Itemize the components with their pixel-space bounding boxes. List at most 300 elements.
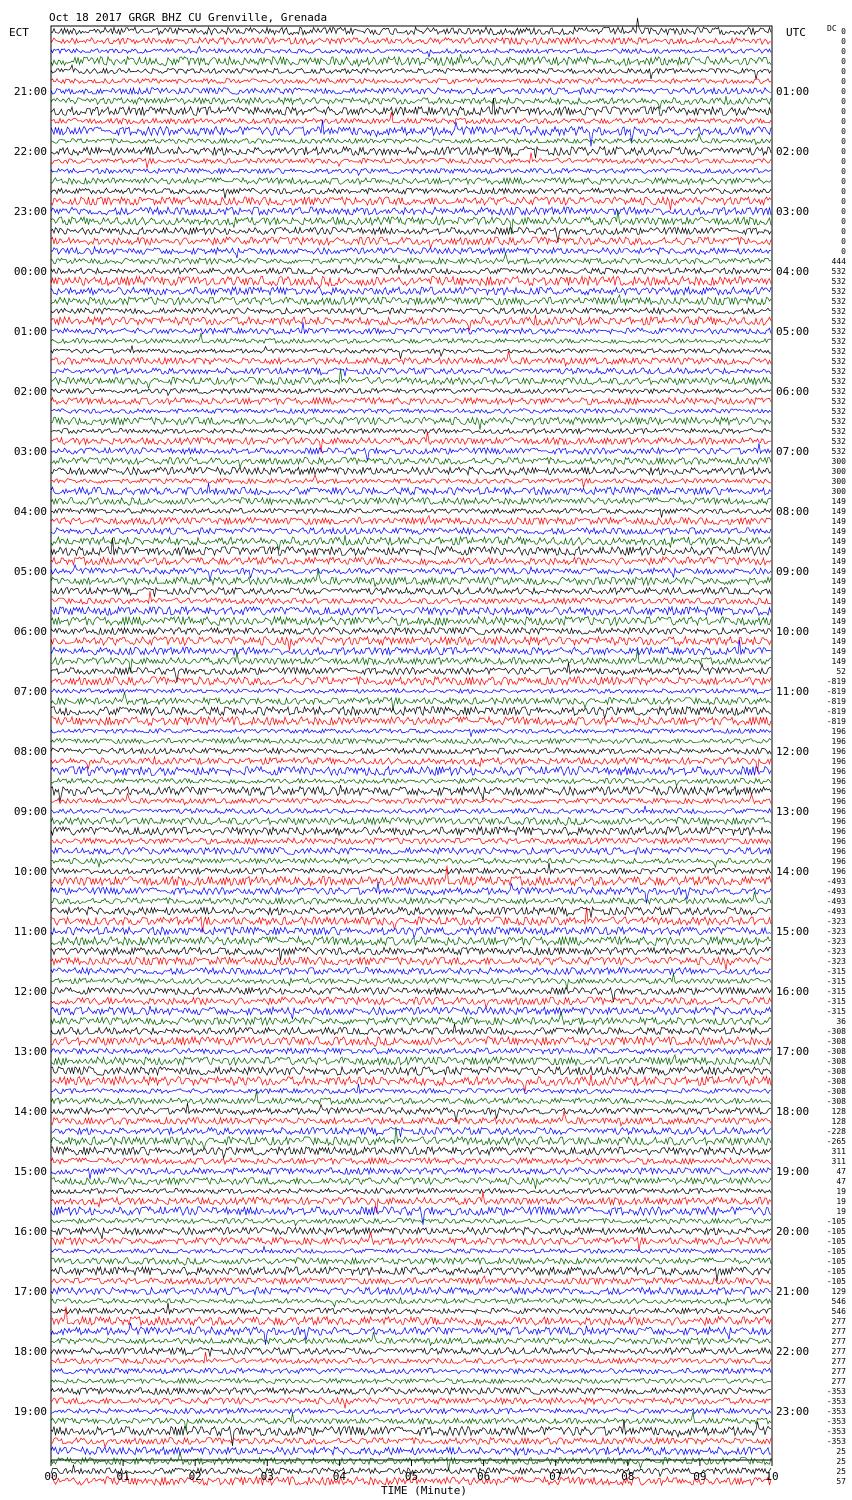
- trace-line: [51, 1267, 771, 1281]
- x-tick-label: 09: [693, 1470, 707, 1483]
- right-hour-label: 03:00: [776, 205, 810, 218]
- dc-offset-label: 149: [831, 577, 846, 586]
- trace-line: [51, 607, 771, 616]
- x-axis-label: TIME (Minute): [380, 1484, 468, 1497]
- dc-offset-label: 277: [831, 1327, 846, 1336]
- dc-offset-label: 300: [831, 477, 846, 486]
- trace-line: [51, 707, 771, 719]
- right-hour-label: 15:00: [776, 925, 810, 938]
- trace-line: [51, 1408, 771, 1413]
- right-hour-label: 21:00: [776, 1285, 810, 1298]
- dc-offset-label: 0: [841, 197, 846, 206]
- trace-line: [51, 333, 771, 344]
- dc-offset-label: 532: [831, 267, 846, 276]
- trace-line: [51, 78, 771, 84]
- dc-offset-label: 149: [831, 607, 846, 616]
- trace-line: [51, 588, 771, 597]
- trace-line: [51, 47, 771, 58]
- dc-offset-label: 0: [841, 157, 846, 166]
- right-hour-label: 08:00: [776, 505, 810, 518]
- left-hour-label: 12:00: [13, 985, 47, 998]
- trace-line: [51, 565, 771, 582]
- dc-offset-label: -105: [826, 1267, 846, 1276]
- dc-offset-label: 0: [841, 37, 846, 46]
- dc-offset-label: -308: [826, 1067, 846, 1076]
- trace-line: [51, 1219, 771, 1226]
- x-tick-label: 07: [549, 1470, 563, 1483]
- x-tick-label: 10: [765, 1470, 779, 1483]
- dc-offset-label: 277: [831, 1357, 846, 1366]
- trace-line: [51, 748, 771, 754]
- left-hour-label: 13:00: [13, 1045, 47, 1058]
- trace-line: [51, 628, 771, 635]
- dc-offset-label: 128: [831, 1107, 846, 1116]
- dc-offset-label: -228: [826, 1127, 846, 1136]
- dc-offset-label: -353: [826, 1417, 846, 1426]
- dc-offset-label: -819: [826, 687, 846, 696]
- trace-line: [51, 767, 771, 776]
- dc-offset-label: 149: [831, 587, 846, 596]
- dc-offset-label: 0: [841, 107, 846, 116]
- dc-offset-label: 0: [841, 27, 846, 36]
- dc-offset-label: 532: [831, 337, 846, 346]
- dc-offset-label: -819: [826, 677, 846, 686]
- trace-line: [51, 1067, 771, 1076]
- left-hour-label: 16:00: [13, 1225, 47, 1238]
- dc-offset-label: -308: [826, 1097, 846, 1106]
- dc-offset-label: 19: [836, 1207, 846, 1216]
- right-hour-label: 22:00: [776, 1345, 810, 1358]
- dc-offset-label: 532: [831, 347, 846, 356]
- trace-line: [51, 1303, 771, 1314]
- left-hour-label: 09:00: [13, 805, 47, 818]
- trace-line: [51, 509, 771, 518]
- left-hour-label: 05:00: [13, 565, 47, 578]
- trace-line: [51, 1147, 771, 1158]
- trace-line: [51, 1012, 771, 1025]
- trace-line: [51, 937, 771, 946]
- dc-offset-label: 149: [831, 497, 846, 506]
- trace-line: [51, 692, 771, 710]
- dc-offset-label: -493: [826, 877, 846, 886]
- trace-line: [51, 483, 771, 495]
- right-hour-label: 06:00: [776, 385, 810, 398]
- trace-line: [51, 1447, 771, 1455]
- x-tick-label: 02: [188, 1470, 202, 1483]
- dc-label: DC: [827, 24, 837, 33]
- left-hour-label: 19:00: [13, 1405, 47, 1418]
- trace-line: [51, 178, 771, 185]
- dc-offset-label: 277: [831, 1337, 846, 1346]
- trace-line: [51, 197, 771, 210]
- dc-offset-label: -323: [826, 947, 846, 956]
- right-hour-label: 12:00: [776, 745, 810, 758]
- trace-line: [51, 1287, 771, 1294]
- dc-offset-label: -323: [826, 937, 846, 946]
- dc-offset-label: 532: [831, 317, 846, 326]
- dc-offset-label: 196: [831, 837, 846, 846]
- trace-line: [51, 838, 771, 844]
- trace-line: [51, 858, 771, 867]
- dc-offset-label: 0: [841, 177, 846, 186]
- left-timezone-label: ECT: [9, 26, 29, 39]
- trace-line: [51, 866, 771, 886]
- trace-line: [51, 1207, 771, 1225]
- trace-line: [51, 153, 771, 169]
- trace-line: [51, 1348, 771, 1357]
- right-hour-label: 19:00: [776, 1165, 810, 1178]
- trace-line: [51, 147, 771, 158]
- dc-offset-label: 0: [841, 167, 846, 176]
- dc-offset-label: 532: [831, 417, 846, 426]
- trace-line: [51, 1379, 771, 1384]
- trace-line: [51, 207, 771, 215]
- dc-offset-label: 47: [836, 1167, 846, 1176]
- dc-offset-label: -308: [826, 1037, 846, 1046]
- dc-offset-label: 149: [831, 657, 846, 666]
- trace-line: [51, 1006, 771, 1019]
- left-hour-label: 17:00: [13, 1285, 47, 1298]
- dc-offset-label: 0: [841, 117, 846, 126]
- dc-offset-label: -308: [826, 1057, 846, 1066]
- dc-offset-label: -353: [826, 1397, 846, 1406]
- dc-offset-label: 546: [831, 1297, 846, 1306]
- dc-offset-label: -353: [826, 1427, 846, 1436]
- trace-line: [51, 1368, 771, 1373]
- trace-line: [51, 1412, 771, 1431]
- dc-offset-label: 311: [831, 1147, 846, 1156]
- dc-offset-label: 57: [836, 1477, 846, 1486]
- dc-offset-label: -308: [826, 1027, 846, 1036]
- dc-offset-label: 0: [841, 67, 846, 76]
- trace-line: [51, 458, 771, 468]
- trace-line: [51, 345, 771, 358]
- trace-line: [51, 1297, 771, 1306]
- trace-line: [51, 957, 771, 970]
- trace-line: [51, 368, 771, 376]
- trace-line: [51, 1084, 771, 1094]
- trace-line: [51, 398, 771, 405]
- trace-line: [51, 1232, 771, 1251]
- right-hour-label: 09:00: [776, 565, 810, 578]
- right-hour-label: 01:00: [776, 85, 810, 98]
- dc-offset-label: -315: [826, 997, 846, 1006]
- dc-offset-label: 0: [841, 187, 846, 196]
- trace-line: [51, 1037, 771, 1047]
- dc-offset-label: 532: [831, 367, 846, 376]
- x-tick-label: 03: [260, 1470, 274, 1483]
- dc-offset-label: 149: [831, 627, 846, 636]
- dc-offset-label: -308: [826, 1047, 846, 1056]
- dc-offset-label: -323: [826, 927, 846, 936]
- dc-offset-label: -308: [826, 1087, 846, 1096]
- dc-offset-label: 532: [831, 377, 846, 386]
- right-hour-label: 20:00: [776, 1225, 810, 1238]
- dc-offset-label: -105: [826, 1247, 846, 1256]
- dc-offset-label: 196: [831, 857, 846, 866]
- dc-offset-label: 0: [841, 77, 846, 86]
- trace-line: [51, 528, 771, 535]
- right-hour-label: 02:00: [776, 145, 810, 158]
- dc-offset-label: 149: [831, 637, 846, 646]
- trace-line: [51, 1158, 771, 1164]
- trace-line: [51, 793, 771, 805]
- left-hour-label: 18:00: [13, 1345, 47, 1358]
- dc-offset-label: 196: [831, 727, 846, 736]
- dc-offset-label: 0: [841, 137, 846, 146]
- dc-offset-label: 196: [831, 817, 846, 826]
- dc-offset-label: -308: [826, 1077, 846, 1086]
- dc-offset-label: 532: [831, 357, 846, 366]
- left-hour-label: 06:00: [13, 625, 47, 638]
- trace-line: [51, 276, 771, 287]
- left-hour-label: 14:00: [13, 1105, 47, 1118]
- trace-line: [51, 968, 771, 975]
- dc-offset-label: 149: [831, 547, 846, 556]
- right-hour-label: 10:00: [776, 625, 810, 638]
- dc-offset-label: 128: [831, 1117, 846, 1126]
- dc-offset-label: 149: [831, 567, 846, 576]
- trace-line: [51, 1276, 771, 1284]
- left-hour-label: 23:00: [13, 205, 47, 218]
- trace-line: [51, 557, 771, 565]
- dc-offset-label: 300: [831, 457, 846, 466]
- trace-line: [51, 467, 771, 475]
- dc-offset-label: 277: [831, 1347, 846, 1356]
- trace-line: [51, 806, 771, 814]
- dc-offset-label: 532: [831, 297, 846, 306]
- trace-line: [51, 689, 771, 694]
- dc-offset-label: 277: [831, 1377, 846, 1386]
- dc-offset-label: 149: [831, 617, 846, 626]
- trace-line: [51, 827, 771, 835]
- dc-offset-label: 0: [841, 57, 846, 66]
- trace-line: [51, 322, 771, 334]
- dc-offset-label: 196: [831, 827, 846, 836]
- dc-offset-label: -105: [826, 1237, 846, 1246]
- dc-offset-label: 149: [831, 527, 846, 536]
- right-hour-label: 23:00: [776, 1405, 810, 1418]
- x-tick-label: 01: [116, 1470, 130, 1483]
- dc-offset-label: 0: [841, 237, 846, 246]
- dc-offset-label: 311: [831, 1157, 846, 1166]
- trace-line: [51, 429, 771, 434]
- dc-offset-label: 0: [841, 247, 846, 256]
- dc-offset-label: 0: [841, 87, 846, 96]
- trace-line: [51, 863, 771, 874]
- left-hour-label: 07:00: [13, 685, 47, 698]
- trace-line: [51, 538, 771, 555]
- x-tick-label: 06: [476, 1470, 491, 1483]
- trace-line: [51, 287, 771, 295]
- dc-offset-label: -105: [826, 1277, 846, 1286]
- dc-offset-label: -105: [826, 1257, 846, 1266]
- left-hour-label: 15:00: [13, 1165, 47, 1178]
- left-hour-label: 21:00: [13, 85, 47, 98]
- dc-offset-label: -323: [826, 957, 846, 966]
- dc-offset-label: -353: [826, 1387, 846, 1396]
- trace-line: [51, 1191, 771, 1213]
- left-hour-label: 08:00: [13, 745, 47, 758]
- trace-line: [51, 389, 771, 396]
- x-tick-label: 04: [332, 1470, 347, 1483]
- dc-offset-label: -105: [826, 1227, 846, 1236]
- dc-offset-label: 0: [841, 97, 846, 106]
- trace-line: [51, 265, 771, 274]
- trace-line: [51, 737, 771, 744]
- dc-offset-label: -315: [826, 1007, 846, 1016]
- trace-line: [51, 662, 771, 682]
- dc-offset-label: 0: [841, 47, 846, 56]
- left-hour-label: 03:00: [13, 445, 47, 458]
- dc-offset-label: 19: [836, 1197, 846, 1206]
- plot-title: Oct 18 2017 GRGR BHZ CU Grenville, Grenada: [49, 11, 328, 24]
- trace-line: [51, 1048, 771, 1054]
- right-hour-label: 18:00: [776, 1105, 810, 1118]
- dc-offset-label: -323: [826, 917, 846, 926]
- dc-offset-label: 196: [831, 867, 846, 876]
- dc-offset-label: -353: [826, 1437, 846, 1446]
- right-hour-label: 14:00: [776, 865, 810, 878]
- dc-offset-label: 532: [831, 437, 846, 446]
- trace-line: [51, 369, 771, 388]
- trace-line: [51, 54, 771, 66]
- dc-offset-label: 52: [836, 667, 846, 676]
- trace-line: [51, 315, 771, 330]
- dc-offset-label: -819: [826, 697, 846, 706]
- dc-offset-label: 149: [831, 537, 846, 546]
- dc-offset-label: 19: [836, 1187, 846, 1196]
- dc-offset-label: 300: [831, 487, 846, 496]
- right-hour-label: 07:00: [776, 445, 810, 458]
- dc-offset-label: 196: [831, 747, 846, 756]
- trace-line: [51, 1178, 771, 1189]
- trace-line: [51, 997, 771, 1008]
- trace-line: [51, 409, 771, 414]
- dc-offset-label: 196: [831, 807, 846, 816]
- dc-offset-label: 196: [831, 757, 846, 766]
- dc-offset-label: 25: [836, 1447, 846, 1456]
- trace-line: [51, 882, 771, 903]
- dc-offset-label: 149: [831, 507, 846, 516]
- trace-line: [51, 134, 771, 145]
- trace-line: [51, 38, 771, 45]
- left-hour-label: 22:00: [13, 145, 47, 158]
- dc-offset-label: 196: [831, 737, 846, 746]
- dc-offset-label: 0: [841, 227, 846, 236]
- dc-offset-label: -315: [826, 987, 846, 996]
- trace-line: [51, 591, 771, 605]
- right-hour-label: 04:00: [776, 265, 810, 278]
- dc-offset-label: 0: [841, 217, 846, 226]
- trace-line: [51, 1438, 771, 1447]
- dc-offset-label: 0: [841, 207, 846, 216]
- dc-offset-label: 532: [831, 387, 846, 396]
- dc-offset-label: 532: [831, 427, 846, 436]
- trace-line: [51, 65, 771, 79]
- trace-line: [51, 1246, 771, 1253]
- trace-line: [51, 112, 771, 124]
- left-hour-label: 01:00: [13, 325, 47, 338]
- dc-offset-label: 532: [831, 307, 846, 316]
- dc-offset-label: -315: [826, 967, 846, 976]
- trace-line: [51, 778, 771, 786]
- dc-offset-label: 532: [831, 287, 846, 296]
- trace-line: [51, 785, 771, 801]
- trace-line: [51, 295, 771, 305]
- dc-offset-label: 196: [831, 797, 846, 806]
- trace-line: [51, 1055, 771, 1065]
- right-hour-label: 13:00: [776, 805, 810, 818]
- trace-line: [51, 974, 771, 991]
- trace-line: [51, 717, 771, 726]
- left-hour-label: 10:00: [13, 865, 47, 878]
- trace-line: [51, 848, 771, 855]
- trace-line: [51, 535, 771, 550]
- dc-offset-label: 25: [836, 1467, 846, 1476]
- trace-line: [51, 237, 771, 248]
- right-hour-label: 17:00: [776, 1045, 810, 1058]
- right-hour-label: 05:00: [776, 325, 810, 338]
- dc-offset-label: -493: [826, 907, 846, 916]
- dc-offset-label: 149: [831, 597, 846, 606]
- x-tick-label: 05: [404, 1470, 419, 1483]
- right-hour-label: 11:00: [776, 685, 810, 698]
- dc-offset-label: -315: [826, 977, 846, 986]
- trace-line: [51, 516, 771, 525]
- dc-offset-label: -819: [826, 707, 846, 716]
- right-hour-label: 16:00: [776, 985, 810, 998]
- x-tick-label: 08: [621, 1470, 635, 1483]
- dc-offset-label: 300: [831, 467, 846, 476]
- dc-offset-label: 196: [831, 767, 846, 776]
- dc-offset-label: 532: [831, 327, 846, 336]
- dc-offset-label: 277: [831, 1317, 846, 1326]
- trace-line: [51, 1323, 771, 1345]
- dc-offset-label: 149: [831, 647, 846, 656]
- trace-line: [51, 1388, 771, 1395]
- trace-line: [51, 1307, 771, 1326]
- trace-line: [51, 417, 771, 430]
- x-tick-label: 00: [44, 1470, 58, 1483]
- dc-offset-label: 546: [831, 1307, 846, 1316]
- trace-line: [51, 729, 771, 737]
- dc-offset-label: -493: [826, 897, 846, 906]
- dc-offset-label: 444: [831, 257, 846, 266]
- trace-line: [51, 1024, 771, 1035]
- trace-line: [51, 1128, 771, 1138]
- dc-offset-label: 0: [841, 147, 846, 156]
- trace-line: [51, 1398, 771, 1409]
- dc-offset-label: 277: [831, 1367, 846, 1376]
- trace-line: [51, 817, 771, 825]
- dc-offset-label: -105: [826, 1217, 846, 1226]
- trace-line: [51, 96, 771, 109]
- dc-offset-label: 196: [831, 787, 846, 796]
- trace-line: [51, 617, 771, 626]
- trace-line: [51, 927, 771, 938]
- trace-line: [51, 1075, 771, 1092]
- dc-offset-label: 0: [841, 127, 846, 136]
- trace-line: [51, 1258, 771, 1265]
- dc-offset-label: 36: [836, 1017, 846, 1026]
- dc-offset-label: 25: [836, 1457, 846, 1466]
- left-hour-label: 11:00: [13, 925, 47, 938]
- trace-line: [51, 169, 771, 176]
- dc-offset-label: 532: [831, 277, 846, 286]
- left-hour-label: 00:00: [13, 265, 47, 278]
- dc-offset-label: 532: [831, 447, 846, 456]
